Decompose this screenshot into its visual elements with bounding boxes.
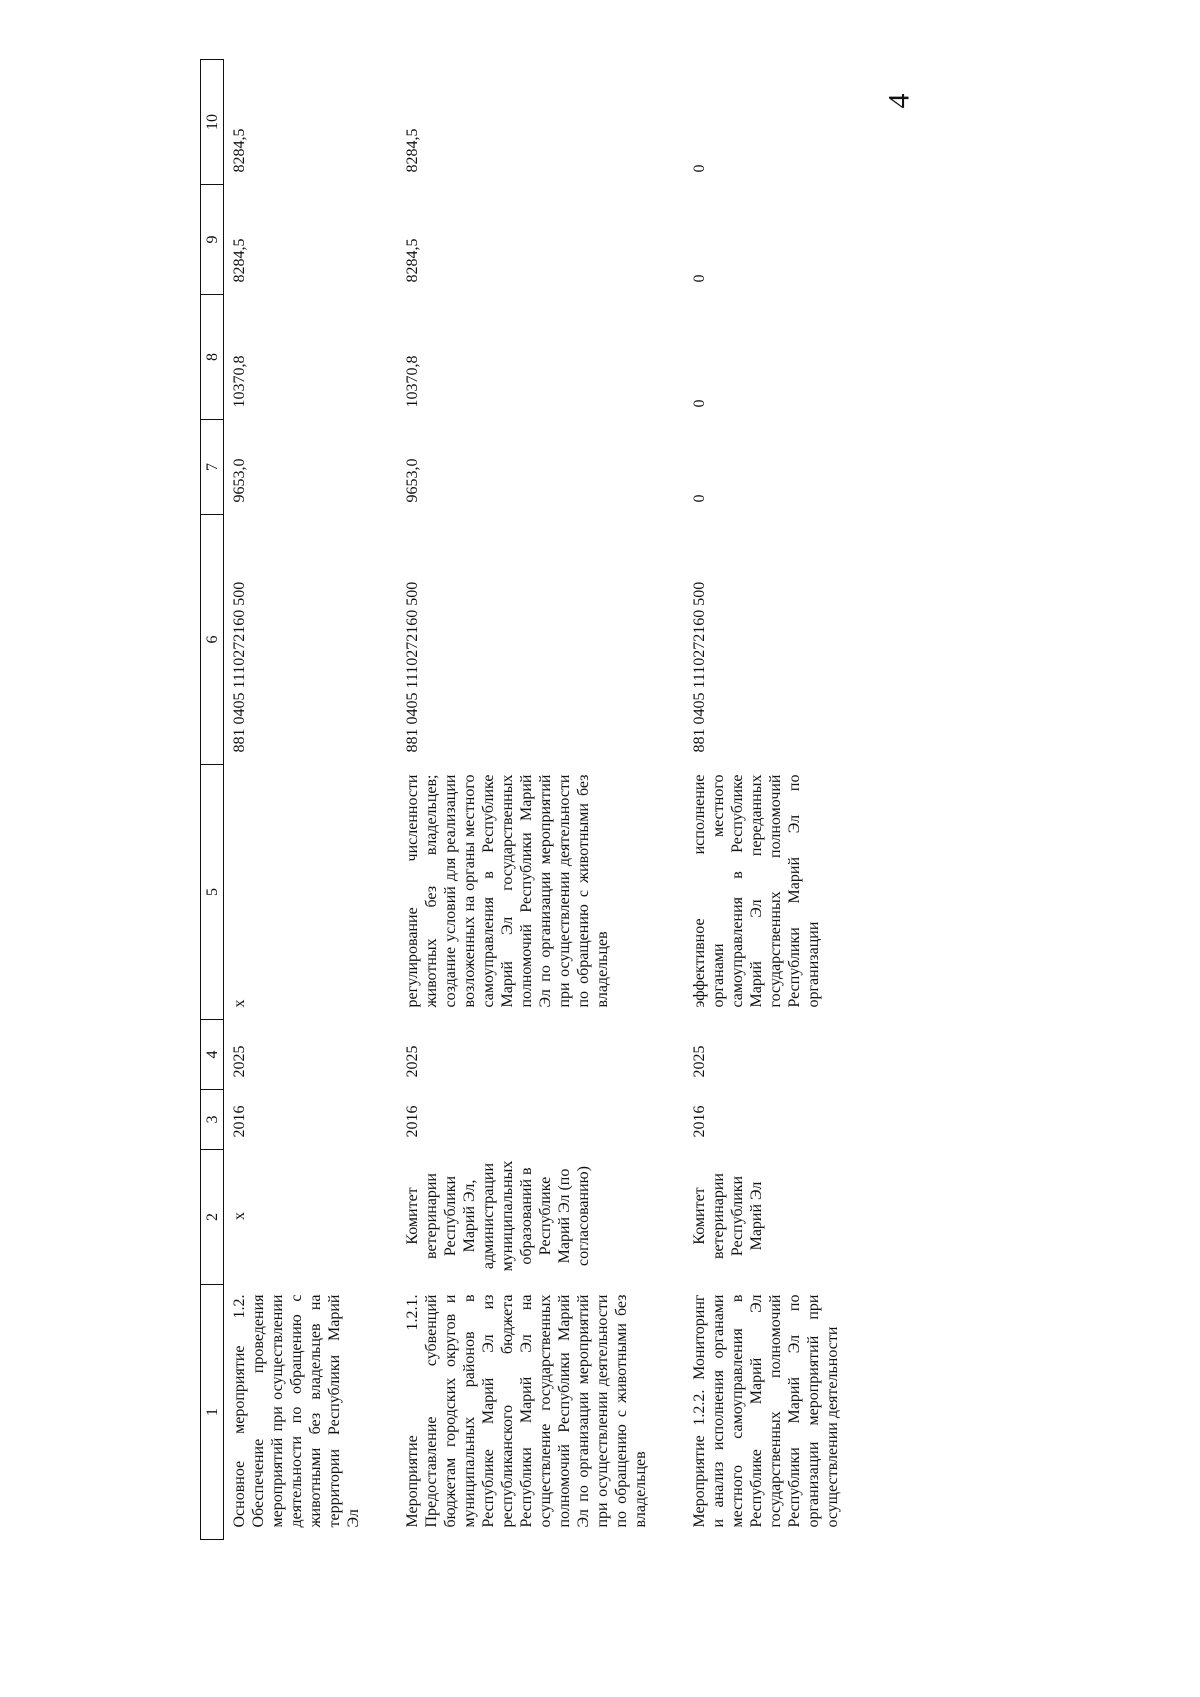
expected-result-cell: х [231, 999, 248, 1008]
responsible-executor-cell: Комитет ветеринарии Республики Марий Эл [691, 1173, 765, 1260]
column-header-3: 3 [201, 1090, 224, 1150]
column-header-7: 7 [201, 420, 224, 515]
column-header-8: 8 [201, 295, 224, 420]
table-row [369, 60, 656, 1540]
end-year-cell: 2025 [404, 1045, 421, 1078]
budget-code-cell: 881 0405 1110272160 500 [691, 581, 708, 753]
table-container [200, 60, 1000, 1540]
start-year-cell: 2016 [691, 1105, 708, 1138]
column-header-4: 4 [201, 1020, 224, 1090]
table-row [224, 60, 370, 1540]
column-header-5: 5 [201, 765, 224, 1020]
column-header-2: 2 [201, 1150, 224, 1285]
expected-result-cell: эффективное исполнение органами местного самоуправления в Республике Марий Эл переданных государственных полномочий Республики Марий Эл по организации [691, 774, 822, 1008]
amount-col9-cell: 8284,5 [404, 238, 421, 283]
amount-col8-cell: 0 [691, 399, 708, 408]
end-year-cell: 2025 [231, 1045, 248, 1078]
amount-col7-cell: 9653,0 [404, 458, 421, 503]
expected-result-cell: регулирование численности животных без владельцев; создание условий для реализации возложенных на органы местного самоуправления в Республике Марий Эл государственных полномочий Республики Марий Эл по организации мероприятий при осуществлении деятельности по обращению с животными без владельцев [404, 774, 611, 1008]
column-number-row [201, 60, 224, 1540]
start-year-cell: 2016 [404, 1105, 421, 1138]
column-header-9: 9 [201, 185, 224, 295]
activity-name-cell: Мероприятие 1.2.2. Мониторинг и анализ исполнения органами местного самоуправления в Республике Марий Эл государственных полномочий Республики Марий Эл по организации мероприятий при осуществлении деятельности [691, 1294, 841, 1528]
amount-col10-cell: 8284,5 [404, 128, 421, 173]
start-year-cell: 2016 [231, 1105, 248, 1138]
table-row [656, 60, 848, 1540]
column-header-1: 1 [201, 1285, 224, 1540]
responsible-executor-cell: Комитет ветеринарии Республики Марий Эл, администрации муниципальных образований в Республике Марий Эл (по согласованию) [404, 1160, 592, 1272]
responsible-executor-cell: х [231, 1212, 248, 1220]
page-number: 4 [882, 93, 916, 109]
activity-name-cell: Мероприятие 1.2.1. Предоставление субвенций бюджетам городских округов и муниципальных районов в Республике Марий Эл из республиканского бюджета Республики Марий Эл на осуществление государственных полномочий Республики Марий Эл по организации мероприятий при осуществлении деятельности по обращению с животными без владельцев [404, 1294, 649, 1528]
amount-col8-cell: 10370,8 [404, 355, 421, 408]
budget-code-cell: 881 0405 1110272160 500 [231, 581, 248, 753]
amount-col7-cell: 0 [691, 494, 708, 503]
amount-col8-cell: 10370,8 [231, 355, 248, 408]
table-header [201, 60, 224, 1540]
budget-code-cell: 881 0405 1110272160 500 [404, 581, 421, 753]
amount-col9-cell: 0 [691, 274, 708, 283]
amount-col10-cell: 8284,5 [231, 128, 248, 173]
end-year-cell: 2025 [691, 1045, 708, 1078]
program-activities-table [200, 59, 848, 1540]
column-header-10: 10 [201, 60, 224, 185]
amount-col9-cell: 8284,5 [231, 238, 248, 283]
amount-col7-cell: 9653,0 [231, 458, 248, 503]
amount-col10-cell: 0 [691, 164, 708, 173]
activity-name-cell: Основное мероприятие 1.2. Обеспечение проведения мероприятий при осуществлении деятельности по обращению с животными без владельцев на территории Республики Марий Эл [231, 1294, 362, 1528]
column-header-6: 6 [201, 515, 224, 765]
